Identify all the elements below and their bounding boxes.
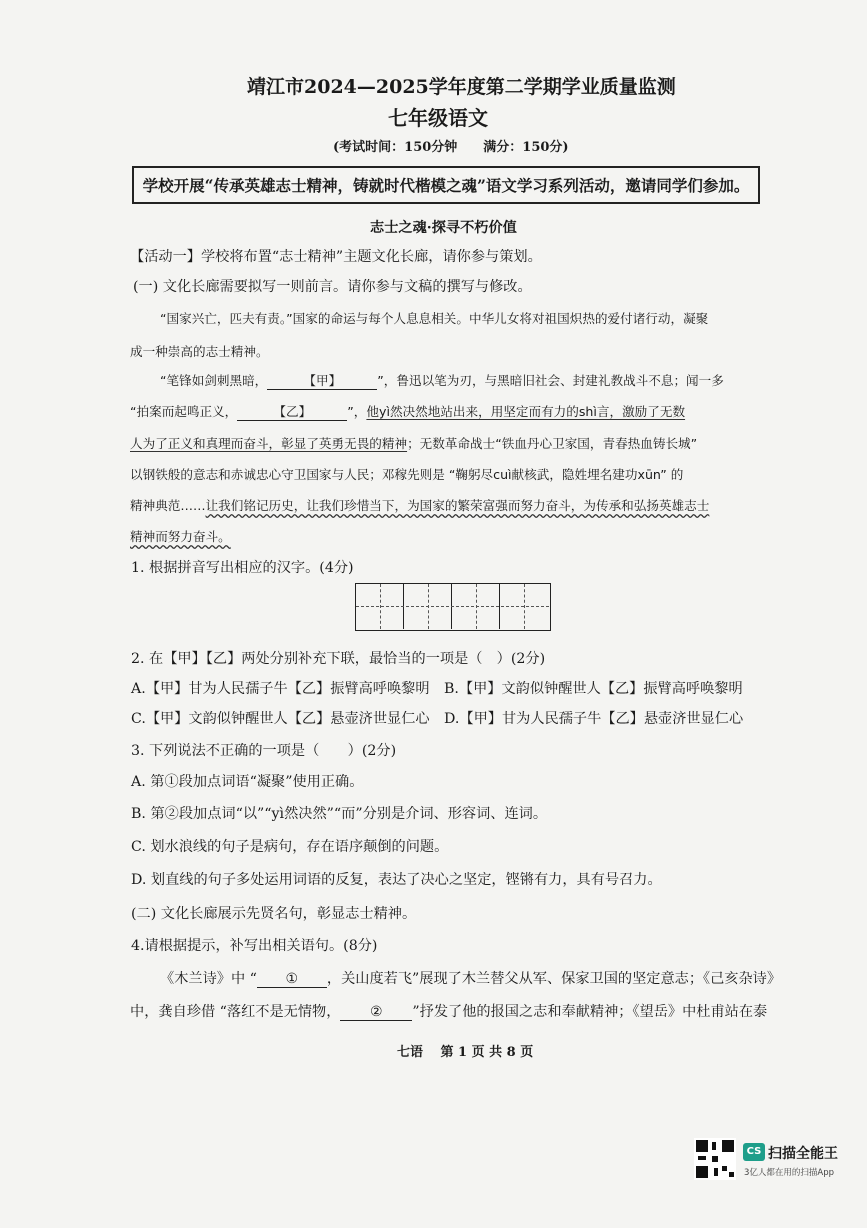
part2-heading: (二) 文化长廊展示先贤名句，彰显志士精神。 (131, 906, 417, 922)
passage-text: 精神典范…… (130, 498, 206, 513)
passage-text: ；无数革命战士“铁血丹心卫家国，青春热血铸长城” (407, 436, 698, 451)
q4-text: 《木兰诗》中 “ (160, 971, 257, 987)
exam-subtitle: 七年级语文 (388, 106, 488, 130)
question-4: 4.请根据提示，补写出相关语句。(8分) (131, 938, 378, 954)
part1-heading: (一) 文化长廊需要拟写一则前言。请你参与文稿的撰写与修改。 (133, 279, 532, 295)
q3-option-c[interactable]: C. 划水浪线的句子是病句，存在语序颠倒的问题。 (131, 839, 449, 855)
question-1: 1. 根据拼音写出相应的汉字。(4分) (131, 560, 354, 576)
qr-code-icon (694, 1138, 736, 1180)
q4-line2 (130, 1001, 767, 1021)
q4-blank-1[interactable]: ① (257, 971, 327, 988)
exam-title: 靖江市2024—2025学年度第二学期学业质量监测 (247, 76, 676, 98)
passage-p2-line3 (130, 433, 697, 452)
q3-option-b[interactable]: B. 第②段加点词“以”“yì然决然”“而”分别是介词、形容词、连词。 (131, 806, 548, 822)
q4-text: ”抒发了他的报国之志和奉献精神；《望岳》中杜甫站在泰 (412, 1004, 768, 1020)
q3-option-a[interactable]: A. 第①段加点词语“凝聚”使用正确。 (131, 774, 364, 790)
scanner-app-name: 扫描全能王 (768, 1146, 838, 1162)
wavy-underlined-sentence: 让我们铭记历史，让我们珍惜当下，为国家的繁荣富强而努力奋斗，为传承和弘扬英雄志士 (205, 498, 710, 513)
activity1-heading: 【活动一】学校将布置“志士精神”主题文化长廊，请你参与策划。 (130, 249, 542, 265)
passage-p1-line1: “国家兴亡，匹夫有责。”国家的命运与每个人息息相关。中华儿女将对祖国炽热的爱付诸行动，凝聚 (160, 311, 709, 326)
passage-p2-line6: 精神而努力奋斗。 (130, 529, 231, 544)
blank-yi: 【乙】 (237, 401, 347, 421)
passage-p2-line2 (130, 401, 685, 421)
q4-blank-2[interactable]: ② (340, 1004, 412, 1021)
question-2: 2. 在【甲】【乙】两处分别补充下联，最恰当的一项是（ ）(2分) (131, 651, 546, 667)
passage-text: “笔锋如剑刺黑暗， (160, 373, 268, 388)
activity-banner: 学校开展“传承英雄志士精神，铸就时代楷模之魂”语文学习系列活动，邀请同学们参加。 (132, 166, 760, 204)
passage-p1-line2: 成一种崇高的志士精神。 (130, 344, 269, 359)
passage-text: ”，鲁迅以笔为刃，与黑暗旧社会、封建礼教战斗不息；闻一多 (377, 373, 724, 388)
q2-option-a[interactable]: A.【甲】甘为人民孺子牛【乙】振臂高呼唤黎明 (131, 681, 430, 697)
q2-option-b[interactable]: B.【甲】文韵似钟醒世人【乙】振臂高呼唤黎明 (444, 681, 743, 697)
question-3: 3. 下列说法不正确的一项是（ ）(2分) (131, 743, 397, 759)
scanner-logo: CS (743, 1143, 765, 1161)
q4-text: 中，龚自珍借 “落红不是无情物， (130, 1004, 341, 1020)
q4-line1 (160, 968, 781, 988)
passage-text: “拍案而起鸣正义， (130, 404, 238, 419)
underlined-sentence: 人为了正义和真理而奋斗，彰显了英勇无畏的精神 (130, 436, 408, 451)
section-title: 志士之魂·探寻不朽价值 (370, 220, 517, 236)
q3-option-d[interactable]: D. 划直线的句子多处运用词语的反复，表达了决心之坚定，铿锵有力，具有号召力。 (131, 872, 662, 888)
q2-option-d[interactable]: D.【甲】甘为人民孺子牛【乙】悬壶济世显仁心 (444, 711, 744, 727)
answer-grid[interactable] (355, 583, 551, 631)
q2-option-c[interactable]: C.【甲】文韵似钟醒世人【乙】悬壶济世显仁心 (131, 711, 430, 727)
passage-text: ”， (347, 404, 367, 419)
underlined-sentence: 他yì然决然地站出来，用坚定而有力的shì言，激励了无数 (366, 404, 686, 419)
blank-jia: 【甲】 (267, 370, 377, 390)
page-footer: 七语 第 1 页 共 8 页 (397, 1045, 534, 1060)
passage-p2-line5 (130, 495, 709, 514)
exam-time-info: (考试时间：150分钟 满分：150分) (333, 140, 569, 155)
passage-p2-line4: 以钢铁般的意志和赤诚忠心守卫国家与人民；邓稼先则是 “鞠躬尽cuì献核武，隐姓埋名建功xūn” 的 (130, 467, 684, 482)
passage-p2-line1 (160, 370, 724, 390)
scanner-tagline: 3亿人都在用的扫描App (744, 1168, 835, 1178)
q4-text: ，关山度若飞”展现了木兰替父从军、保家卫国的坚定意志；《己亥杂诗》 (326, 971, 782, 987)
